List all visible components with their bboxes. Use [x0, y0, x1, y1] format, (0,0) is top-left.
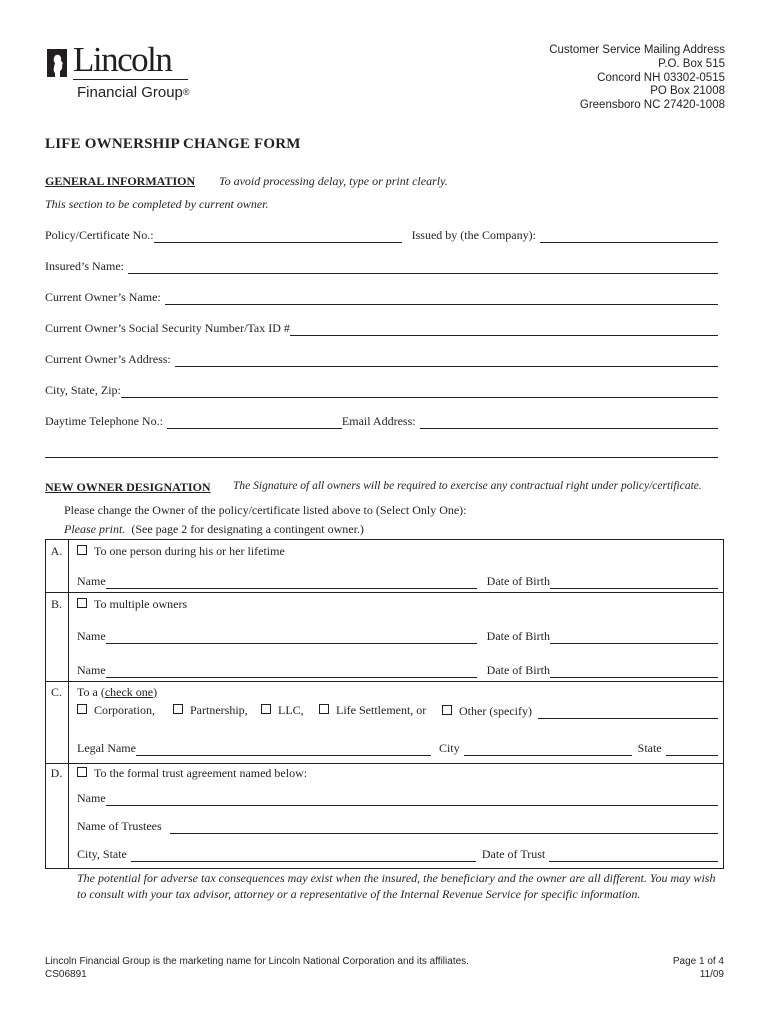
option-c-life-settlement[interactable]: Life Settlement, or	[319, 703, 426, 718]
footer-date: 11/09	[699, 969, 724, 980]
name-label: Name	[77, 574, 106, 588]
owner-name-label: Current Owner’s Name:	[45, 290, 161, 304]
owner-name-row	[45, 289, 718, 305]
dob-label: Date of Birth	[486, 663, 550, 677]
new-owner-note: The Signature of all owners will be required to exercise any contractual right under policy/certificate.	[233, 480, 702, 492]
dob-label: Date of Birth	[486, 574, 550, 588]
option-b-text: To multiple owners	[94, 597, 188, 611]
new-owner-heading: NEW OWNER DESIGNATION	[45, 480, 211, 494]
tax-notice: The potential for adverse tax consequences may exist when the insured, the beneficiary and the owner are all different. You may wish to consult with your tax advisor, attorney or a representative of the Internal Revenue Service for specific information.	[77, 871, 716, 901]
city-state-zip-label: City, State, Zip:	[45, 383, 121, 397]
city-state-label: City, State	[77, 847, 127, 861]
owner-name-field[interactable]	[165, 292, 718, 305]
life-settlement-checkbox[interactable]	[319, 704, 329, 714]
legal-name-label: Legal Name	[77, 741, 136, 755]
other-specify-field[interactable]	[538, 706, 718, 719]
dob-label: Date of Birth	[486, 629, 550, 643]
option-b-name-field-1[interactable]	[106, 631, 477, 644]
general-information-note: To avoid processing delay, type or print clearly.	[219, 174, 448, 188]
other-checkbox[interactable]	[442, 705, 452, 715]
option-c-intro: To a (check one)	[77, 685, 158, 699]
policy-row	[45, 227, 718, 243]
table-row-divider	[45, 681, 724, 682]
option-b-dob-field-1[interactable]	[550, 631, 718, 644]
section-divider	[45, 457, 718, 458]
address-line: Customer Service Mailing Address	[549, 44, 725, 56]
city-field[interactable]	[464, 743, 632, 756]
owner-address-label: Current Owner’s Address:	[45, 352, 171, 366]
general-information-subnote: This section to be completed by current owner.	[45, 197, 269, 211]
option-c-other	[442, 703, 718, 719]
option-d-label: D.	[50, 766, 63, 780]
trustees-row	[77, 818, 718, 834]
trust-city-state-field[interactable]	[131, 849, 476, 862]
corporation-checkbox[interactable]	[77, 704, 87, 714]
lincoln-profile-icon	[45, 47, 69, 79]
option-b[interactable]	[77, 597, 187, 612]
logo-rule	[73, 79, 188, 80]
option-b-checkbox[interactable]	[77, 598, 87, 608]
trustees-label: Name of Trustees	[77, 819, 162, 833]
option-c-partnership[interactable]: Partnership,	[173, 703, 248, 718]
option-c-label: C.	[50, 685, 62, 699]
option-a-text: To one person during his or her lifetime	[94, 544, 285, 558]
option-d-checkbox[interactable]	[77, 767, 87, 777]
insured-row	[45, 258, 718, 274]
lincoln-logo	[45, 40, 205, 103]
option-b-name-row-1	[77, 628, 718, 644]
legal-name-field[interactable]	[136, 743, 431, 756]
option-a-label: A.	[50, 544, 63, 558]
state-field[interactable]	[666, 743, 718, 756]
name-label: Name	[77, 791, 106, 805]
option-a-checkbox[interactable]	[77, 545, 87, 555]
option-a-dob-field[interactable]	[550, 576, 718, 589]
other-option[interactable]: Other (specify)	[442, 704, 532, 719]
llc-checkbox[interactable]	[261, 704, 271, 714]
change-owner-instruction: Please change the Owner of the policy/certificate listed above to (Select Only One):	[64, 503, 467, 517]
email-label: Email Address:	[341, 414, 416, 428]
option-a-name-row	[77, 573, 718, 589]
policy-number-field[interactable]	[154, 230, 402, 243]
registered-mark: ®	[182, 87, 190, 97]
city-label: City	[438, 741, 460, 755]
insured-name-field[interactable]	[128, 261, 718, 274]
ssn-field[interactable]	[290, 323, 718, 336]
date-of-trust-field[interactable]	[549, 849, 718, 862]
table-row-divider	[45, 763, 724, 764]
state-label: State	[637, 741, 662, 755]
owner-address-field[interactable]	[175, 354, 718, 367]
trust-name-field[interactable]	[106, 793, 718, 806]
mailing-address	[549, 44, 725, 113]
ssn-label: Current Owner’s Social Security Number/Tax ID #	[45, 321, 290, 335]
name-label: Name	[77, 663, 106, 677]
address-line: P.O. Box 515	[658, 57, 725, 70]
option-b-label: B.	[50, 597, 62, 611]
option-d-text: To the formal trust agreement named below:	[94, 766, 308, 780]
check-one-text: check one	[104, 685, 154, 699]
option-d[interactable]	[77, 766, 307, 781]
ssn-row	[45, 320, 718, 336]
policy-number-label: Policy/Certificate No.:	[45, 228, 154, 242]
option-b-name-field-2[interactable]	[106, 665, 477, 678]
city-state-zip-row	[45, 382, 718, 398]
form-title: LIFE OWNERSHIP CHANGE FORM	[45, 136, 301, 152]
contact-row	[45, 413, 718, 429]
telephone-field[interactable]	[167, 416, 342, 429]
footer-marketing: Lincoln Financial Group is the marketing name for Lincoln National Corporation and its affiliates.	[45, 956, 469, 967]
partnership-checkbox[interactable]	[173, 704, 183, 714]
option-a[interactable]	[77, 544, 285, 559]
table-column-divider	[68, 539, 69, 869]
email-field[interactable]	[420, 416, 718, 429]
footer-form-code: CS06891	[45, 969, 87, 980]
city-state-zip-field[interactable]	[121, 385, 718, 398]
trust-name-row	[77, 790, 718, 806]
address-line: Concord NH 03302-0515	[597, 71, 725, 84]
legal-name-row	[77, 740, 718, 756]
print-instruction: Please print. (See page 2 for designating a contingent owner.)	[64, 522, 364, 536]
telephone-label: Daytime Telephone No.:	[45, 414, 163, 428]
footer-page-number: Page 1 of 4	[672, 956, 724, 967]
name-label: Name	[77, 629, 106, 643]
option-a-name-field[interactable]	[106, 576, 477, 589]
option-c-corporation[interactable]: Corporation,	[77, 703, 155, 718]
general-information-heading: GENERAL INFORMATION	[45, 174, 196, 188]
issued-by-field[interactable]	[540, 230, 718, 243]
insured-name-label: Insured’s Name:	[45, 259, 124, 273]
table-row-divider	[45, 592, 724, 593]
option-b-name-row-2	[77, 662, 718, 678]
option-c-llc[interactable]: LLC,	[261, 703, 304, 718]
address-line: PO Box 21008	[650, 85, 725, 98]
owner-address-row	[45, 351, 718, 367]
issued-by-label: Issued by (the Company):	[411, 228, 536, 242]
trust-city-row	[77, 846, 718, 862]
logo-wordmark: Lincoln	[73, 40, 172, 79]
option-b-dob-field-2[interactable]	[550, 665, 718, 678]
date-of-trust-label: Date of Trust	[481, 847, 546, 861]
address-line: Greensboro NC 27420-1008	[579, 99, 725, 112]
logo-subtitle: Financial Group®	[77, 84, 190, 101]
trustees-field[interactable]	[170, 821, 718, 834]
